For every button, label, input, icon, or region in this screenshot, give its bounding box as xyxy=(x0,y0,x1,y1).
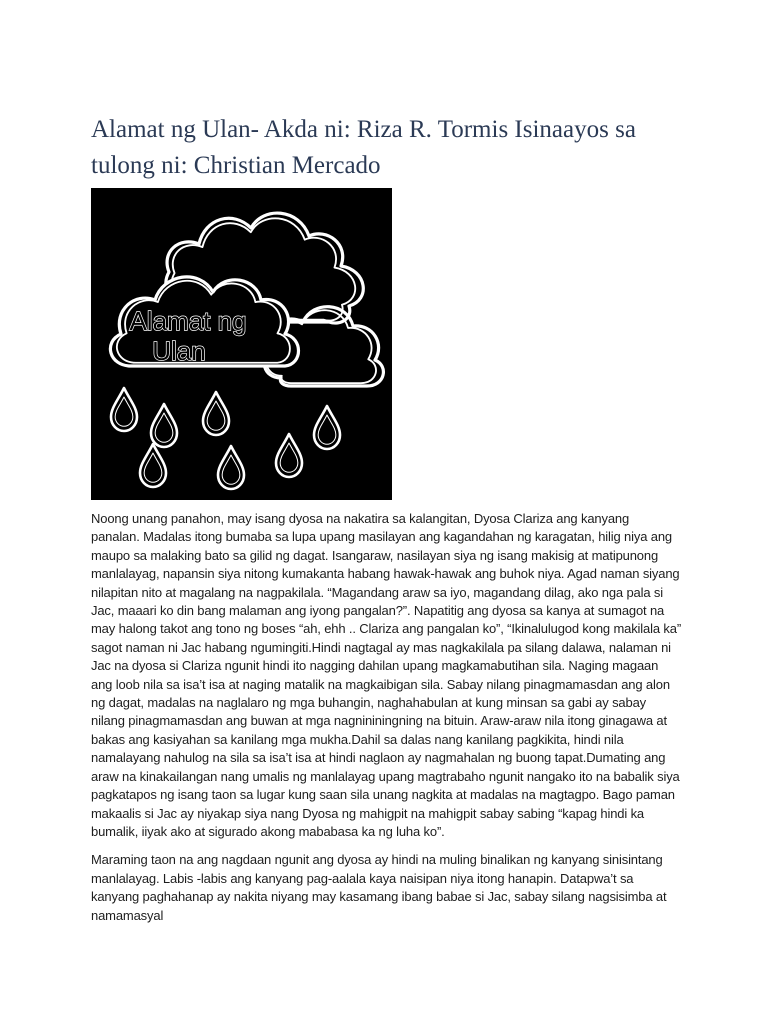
rain-cloud-illustration xyxy=(91,188,392,500)
figure-title-line1: Alamat ng xyxy=(129,306,247,336)
raindrop-icon xyxy=(218,446,244,489)
document-body xyxy=(91,510,681,935)
raindrop-icon xyxy=(203,392,229,435)
raindrop-icon xyxy=(151,404,177,447)
raindrop-icon xyxy=(314,406,340,449)
raindrop-icon xyxy=(276,434,302,477)
figure-title-line2: Ulan xyxy=(152,336,206,366)
cover-illustration xyxy=(91,188,392,500)
raindrop-icon xyxy=(111,388,137,431)
raindrop-icon xyxy=(140,444,166,487)
paragraph: Maraming taon na ang nagdaan ngunit ang dyosa ay hindi na muling binalikan ng kanyang sinisintang manlalayag. Labis -labis ang kanyang pag-aalala kaya naisipan niya itong hanapin. Datapwa’t sa kanyang paghahanap ay nakita niyang may kasamang ibang babae si Jac, sabay silang nagsisimba at namamasyal xyxy=(91,852,667,923)
document-title: Alamat ng Ulan- Akda ni: Riza R. Tormis Isinaayos sa tulong ni: Christian Mercado xyxy=(91,116,636,179)
paragraph: Noong unang panahon, may isang dyosa na nakatira sa kalangitan, Dyosa Clariza ang kanyang panalan. Madalas itong bumaba sa lupa upang masilayan ang kagandahan ng karagatan, hilig niya ang maupo sa malaking bato sa gilid ng dagat. Isangaraw, nasilayan siya ng isang makisig at matipunong manlalayag, napansin siya nitong kumakanta habang hawak-hawak ang buhok niya. Agad naman siyang nilapitan nito at magalang na nagpakilala. “Magandang araw sa iyo, magandang dilag, ako nga pala si Jac, maaari ko din bang malaman ang iyong pangalan?”. Napatitig ang dyosa sa kanya at sumagot na may halong takot ang tono ng boses “ah, ehh .. Clariza ang pangalan ko”, “Ikinalulugod kong makilala ka” sagot naman ni Jac habang ngumingiti.Hindi nagtagal ay mas nagkakilala pa silang dalawa, nalaman ni Jac na dyosa si Clariza ngunit hindi ito nagging dahilan upang magkamabutihan sila. Naging magaan ang loob nila sa isa’t isa at naging matalik na magkaibigan sila. Sabay nilang pinagmamasdan ang alon ng dagat, madalas na naglalaro ng mga buhangin, naghahabulan at kung minsan sa gabi ay sabay nilang pinagmamasdan ang buwan at mga nagnininingning na bituin. Araw-araw nila itong ginagawa at bakas ang kasiyahan sa kanilang mga mukha.Dahil sa dalas nang kanilang pagkikita, hindi nila namalayang nahulog na sila sa isa’t isa at hindi naglaon ay nagmahalan ng buong tapat.Dumating ang araw na kinakailangan nang umalis ng manlalayag upang magtrabaho ngunit nangako ito na babalik siya pagkatapos ng isang taon sa lugar kung saan sila unang nagkita at madalas na magtagpo. Bago paman makaalis si Jac ay niyakap siya nang Dyosa ng mahigpit na mahigpit sabay sabing “kapag hindi ka bumalik, iiyak ako at sigurado akong mababasa ka ng luha ko”. xyxy=(91,511,681,839)
